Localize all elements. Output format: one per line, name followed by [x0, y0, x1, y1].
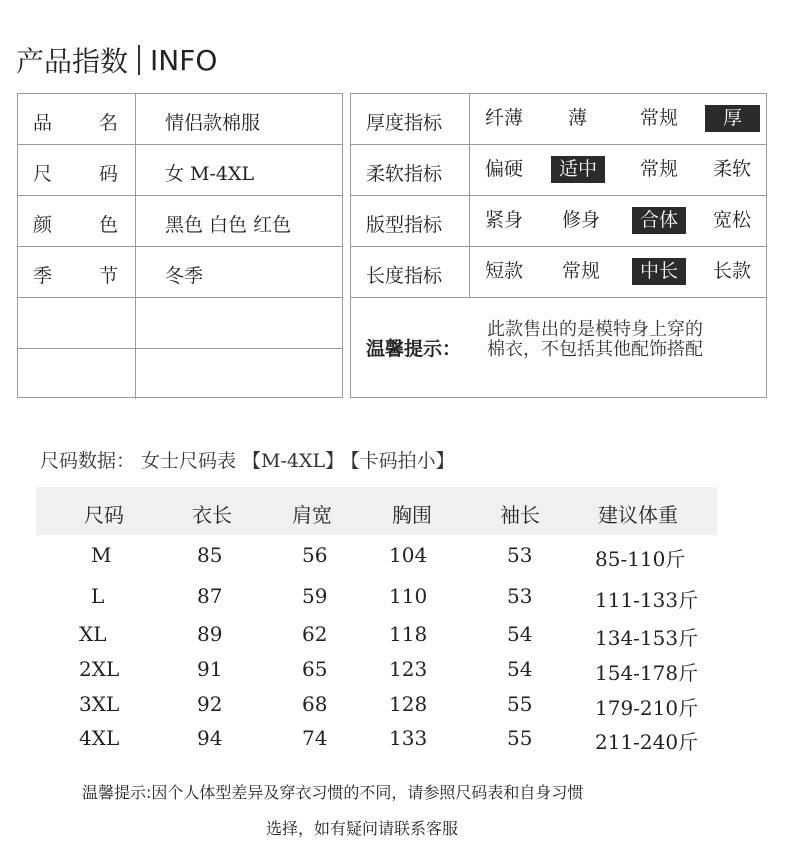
info-row-name — [18, 94, 342, 145]
product-index-table — [350, 93, 767, 398]
index-row-thickness — [351, 94, 766, 145]
index-option: 常规 — [640, 158, 679, 180]
size-cell: 104 — [389, 543, 428, 567]
column-header: 肩宽 — [292, 503, 332, 527]
info-value: 黑色 白色 红色 — [165, 214, 292, 236]
size-cell: 65 — [302, 657, 328, 681]
info-row-size — [18, 145, 342, 196]
index-option: 常规 — [562, 260, 601, 282]
column-header: 尺码 — [84, 503, 124, 527]
info-label: 色 — [99, 214, 119, 236]
size-cell-name: 4XL — [79, 726, 120, 750]
info-label: 名 — [99, 112, 119, 134]
column-header: 建议体重 — [598, 503, 678, 527]
size-cell-name: 3XL — [79, 692, 120, 716]
info-label: 颜 — [33, 214, 53, 236]
size-cell-name: M — [91, 543, 112, 567]
section-subtitle: INFO — [150, 43, 218, 77]
info-label: 码 — [99, 163, 119, 185]
size-cell: 94 — [197, 726, 223, 750]
size-cell: 56 — [302, 543, 328, 567]
index-option: 薄 — [568, 107, 588, 129]
index-label: 厚度指标 — [366, 112, 443, 134]
index-option-selected: 厚 — [705, 105, 760, 132]
index-option: 紧身 — [485, 209, 524, 231]
size-cell-name: L — [91, 584, 105, 608]
size-cell: 154-178斤 — [595, 661, 699, 685]
info-row-color — [18, 196, 342, 247]
size-chart-title: 尺码数据： 女士尺码表 【M-4XL】 【卡码拍小】 — [40, 450, 455, 472]
size-cell: 85 — [197, 543, 223, 567]
info-label: 尺 — [33, 163, 53, 185]
size-cell: 128 — [389, 692, 428, 716]
index-label: 柔软指标 — [366, 163, 443, 185]
size-cell: 211-240斤 — [595, 730, 699, 754]
index-option: 偏硬 — [485, 158, 524, 180]
size-cell: 54 — [507, 657, 533, 681]
size-cell-name: XL — [79, 622, 107, 646]
info-label: 季 — [33, 265, 53, 287]
size-cell: 55 — [507, 692, 533, 716]
size-cell-name: 2XL — [79, 657, 120, 681]
size-cell: 118 — [389, 622, 428, 646]
column-header: 衣长 — [192, 503, 232, 527]
size-cell: 59 — [302, 584, 328, 608]
info-value: 冬季 — [165, 265, 204, 287]
size-cell: 92 — [197, 692, 223, 716]
section-header — [16, 40, 217, 80]
tip-box — [351, 298, 766, 399]
size-cell: 110 — [389, 584, 428, 608]
size-cell: 53 — [507, 543, 533, 567]
size-cell: 134-153斤 — [595, 626, 699, 650]
tip-label: 温馨提示： — [366, 338, 462, 360]
size-cell: 111-133斤 — [595, 588, 699, 612]
index-label: 长度指标 — [366, 265, 443, 287]
size-cell: 179-210斤 — [595, 696, 699, 720]
title-divider — [138, 45, 140, 75]
info-row-empty — [18, 349, 342, 399]
tip-text: 此款售出的是模特身上穿的 棉衣，不包括其他配饰搭配 — [487, 319, 703, 360]
section-title: 产品指数 — [16, 45, 129, 78]
index-option-selected: 中长 — [632, 258, 686, 285]
index-row-softness — [351, 145, 766, 196]
index-option-selected: 适中 — [551, 156, 605, 183]
size-cell: 53 — [507, 584, 533, 608]
index-option: 纤薄 — [485, 107, 524, 129]
size-chart-header — [36, 487, 717, 535]
size-cell: 91 — [197, 657, 223, 681]
index-option-selected: 合体 — [632, 207, 686, 234]
index-option: 常规 — [640, 107, 679, 129]
size-cell: 54 — [507, 622, 533, 646]
index-option: 宽松 — [713, 209, 752, 231]
info-label: 节 — [99, 265, 119, 287]
size-cell: 62 — [302, 622, 328, 646]
size-cell: 55 — [507, 726, 533, 750]
index-option: 短款 — [485, 260, 524, 282]
product-info-table — [17, 93, 343, 398]
size-cell: 87 — [197, 584, 223, 608]
info-value: 女 M-4XL — [165, 163, 255, 185]
size-cell: 74 — [302, 726, 328, 750]
column-header: 胸围 — [392, 503, 432, 527]
info-value: 情侣款棉服 — [165, 112, 261, 134]
size-cell: 85-110斤 — [595, 547, 686, 571]
size-cell: 133 — [389, 726, 428, 750]
size-cell: 123 — [389, 657, 428, 681]
index-option: 修身 — [562, 209, 601, 231]
column-header: 袖长 — [500, 503, 540, 527]
info-row-empty — [18, 298, 342, 349]
info-label: 品 — [33, 112, 53, 134]
index-option: 柔软 — [713, 158, 752, 180]
index-row-fit — [351, 196, 766, 247]
bottom-note: 选择，如有疑问请联系客服 — [266, 819, 459, 838]
index-option: 长款 — [713, 260, 752, 282]
info-row-season — [18, 247, 342, 298]
size-cell: 89 — [197, 622, 223, 646]
bottom-note: 温馨提示:因个人体型差异及穿衣习惯的不同，请参照尺码表和自身习惯 — [82, 783, 584, 802]
index-row-length — [351, 247, 766, 298]
index-label: 版型指标 — [366, 214, 443, 236]
size-cell: 68 — [302, 692, 328, 716]
